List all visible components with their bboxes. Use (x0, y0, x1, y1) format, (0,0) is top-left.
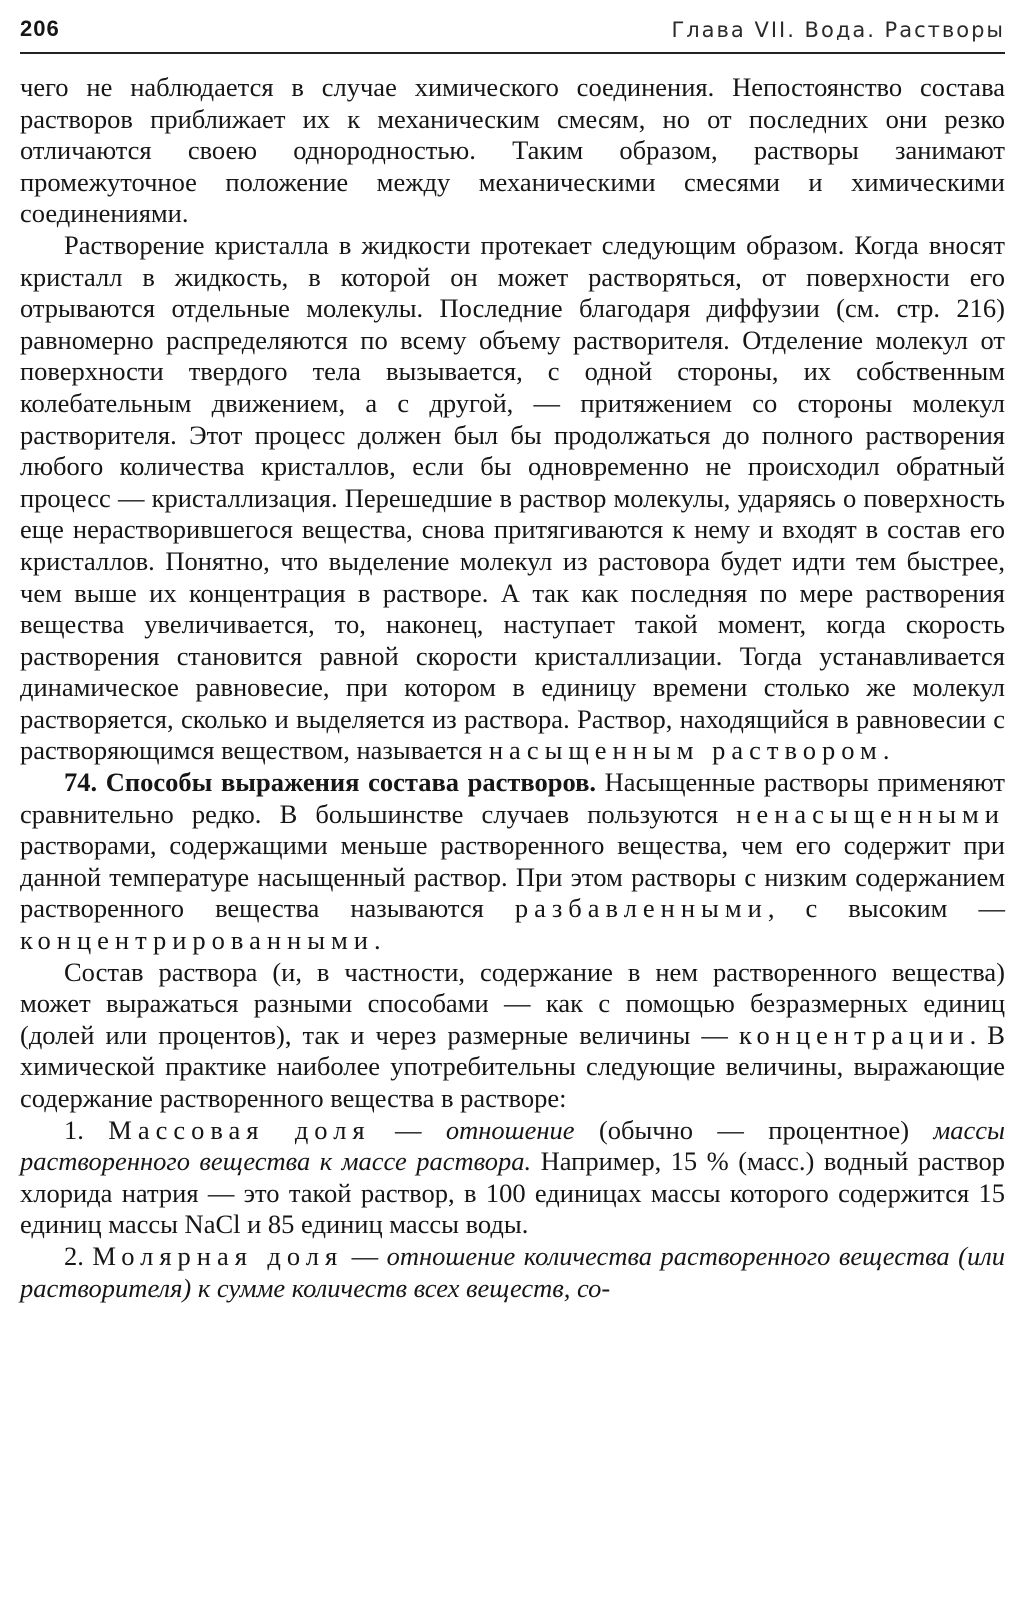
running-header (20, 12, 1005, 54)
section-74: 74. Способы выражения состава растворов. Насыщенные растворы применяют сравнительно редко. В большинстве случаев пользуются ненасыщенными растворами, содержащими меньше растворенного вещества, чем его содержит при данной температуре насыщенный раствор. При этом растворы с низким содержанием растворенного вещества называются разбавленными, с высоким — концентрированными. (20, 767, 1006, 956)
book-page (20, 0, 1005, 1600)
list-item-molar-fraction: 2. Молярная доля — отношение количества растворенного вещества (или растворителя) к сумме количеств всех веществ, со- (20, 1240, 1005, 1303)
term-molar-fraction: Молярная доля (92, 1240, 344, 1271)
term-unsaturated: ненасыщенными (736, 798, 1005, 829)
paragraph-crystal-dissolution: Растворение кристалла в жидкости протекает следующим образом. Когда вносят кристалл в жидкость, в которой он может растворяться, от поверхности его отрываются отдельные молекулы. Последние благодаря диффузии (см. стр. 216) равномерно распределяются по всему объему растворителя. Отделение молекул от поверхности твердого тела вызывается, с одной стороны, их собственным колебательным движением, а с другой, — притяжением со стороны молекул растворителя. Этот процесс должен был бы продолжаться до полного растворения любого количества кристаллов, если бы одновременно не происходил обратный процесс — кристаллизация. Перешедшие в раствор молекулы, ударяясь о поверхность еще нерастворившегося вещества, снова притягиваются к нему и входят в состав его кристаллов. Понятно, что выделение молекул из растовора будет идти тем быстрее, чем выше их концентрация в растворе. А так как последняя по мере растворения вещества увеличивается, то, наконец, наступает такой момент, когда скорость растворения становится равной скорости кристаллизации. Тогда устанавливается динамическое равновесие, при котором в единицу времени столько же молекул растворяется, сколько и выделяется из раствора. Раствор, находящийся в равновесии с растворяющимся веществом, называется насыщенным раствором. (20, 229, 1005, 766)
term-mass-fraction: Массовая доля (108, 1114, 371, 1145)
term-diluted: разбавленными (514, 893, 768, 924)
paragraph-continuation: чего не наблюдается в случае химического соединения. Непостоянство состава растворов приближает их к механическим смесям, но от последних они резко отличаются своею однородностью. Таким образом, растворы занимают промежуточное положение между механическими смесями и химическими соединениями. (20, 72, 1005, 229)
paragraph-composition: Состав раствора (и, в частности, содержание в нем растворенного вещества) может выражаться разными способами — как с помощью безразмерных единиц (долей или процентов), так и через размерные величины — концентрации. В химической практике наиболее употребительны следующие величины, выражающие содержание растворенного вещества в растворе: (20, 956, 1005, 1113)
term-concentrated: концентрированными (20, 925, 374, 956)
term-concentrations: концентрации (739, 1019, 970, 1050)
term-saturated-solution: насыщенным раствором (488, 735, 883, 766)
body-text (20, 72, 1005, 1304)
page-number: 206 (20, 16, 60, 41)
chapter-title: Глава VII. Вода. Растворы (671, 18, 1005, 42)
list-item-mass-fraction: 1. Массовая доля — отношение (обычно — процентное) массы растворенного вещества к массе раствора. Например, 15 % (масс.) водный раствор хлорида натрия — это такой раствор, в 100 единицах массы которого содержится 15 единиц массы NaCl и 85 единиц массы воды. (20, 1114, 1006, 1240)
section-heading: 74. Способы выражения состава растворов. (64, 767, 597, 798)
